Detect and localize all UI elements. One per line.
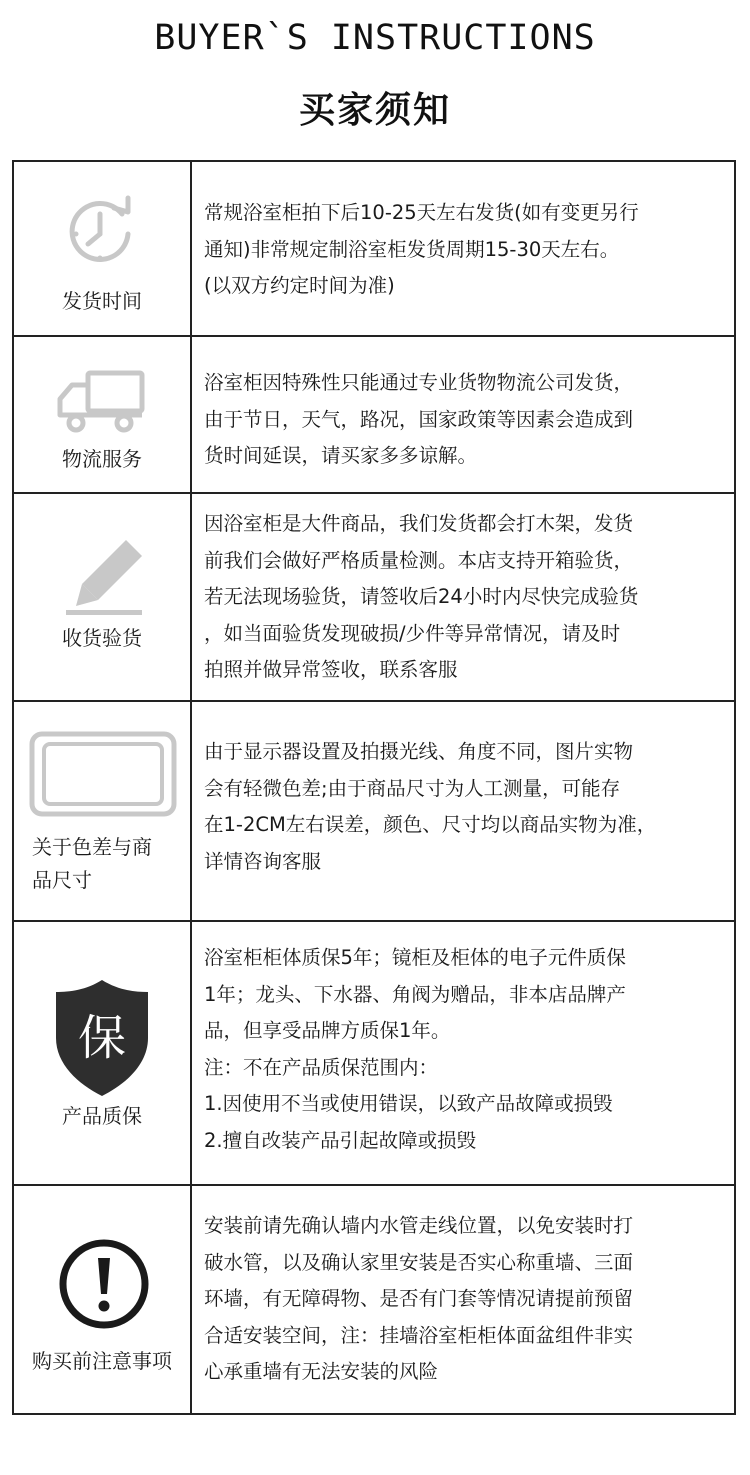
- warranty-shield-text: 保: [77, 1010, 127, 1066]
- row-warranty: [14, 922, 734, 1186]
- row-text: [204, 1208, 728, 1391]
- row-color-size: [14, 702, 734, 922]
- row-logistics: [14, 337, 734, 494]
- row-content-cell: [192, 494, 734, 700]
- row-text: [204, 940, 728, 1159]
- text-line: 2.擅自改装产品引起故障或损毁: [204, 1128, 477, 1152]
- instructions-table: [12, 160, 736, 1415]
- row-text: [204, 365, 728, 475]
- text-line: 前我们会做好严格质量检测。本店支持开箱验货，: [204, 548, 634, 572]
- title-english: BUYER`S INSTRUCTIONS: [154, 18, 596, 58]
- row-label-cell: [14, 922, 192, 1184]
- text-line: 常规浴室柜拍下后10-25天左右发货(如有变更另行: [204, 201, 639, 224]
- row-label-cell: [14, 494, 192, 700]
- row-label-cell: [14, 702, 192, 920]
- text-line: 注：不在产品质保范围内：: [204, 1055, 439, 1079]
- text-line: 浴室柜因特殊性只能通过专业货物物流公司发货，: [204, 371, 634, 394]
- row-content-cell: [192, 922, 734, 1184]
- row-label-line: 品尺寸: [32, 868, 92, 892]
- clock-icon: [58, 190, 144, 270]
- text-line: 拍照并做异常签收，联系客服: [204, 658, 458, 681]
- exclamation-icon: [58, 1238, 150, 1330]
- text-line: 会有轻微色差;由于商品尺寸为人工测量，可能存: [204, 776, 621, 800]
- text-line: 货时间延误，请买家多多谅解。: [204, 444, 478, 467]
- text-line: 由于节日，天气，路况，国家政策等因素会造成到: [204, 407, 634, 431]
- row-content-cell: [192, 1186, 734, 1413]
- row-label-cell: [14, 162, 192, 335]
- row-shipping-time: [14, 162, 734, 337]
- text-line: 在1-2CM左右误差，颜色、尺寸均以商品实物为准，: [204, 813, 657, 836]
- text-line: 由于显示器设置及拍摄光线、角度不同，图片实物: [204, 740, 634, 763]
- monitor-frame-icon: [28, 730, 178, 818]
- text-line: 1年；龙头、下水器、角阀为赠品，非本店品牌产: [204, 982, 626, 1006]
- row-content-cell: [192, 337, 734, 492]
- row-label-cell: [14, 337, 192, 492]
- row-label: 产品质保: [62, 1104, 142, 1128]
- text-line: 合适安装空间，注：挂墙浴室柜柜体面盆组件非实: [204, 1323, 634, 1347]
- row-text: [204, 506, 728, 689]
- text-line: 破水管，以及确认家里安装是否实心称重墙、三面: [204, 1250, 634, 1274]
- text-line: 详情咨询客服: [204, 849, 322, 873]
- text-line: 环墙，有无障碍物、是否有门套等情况请提前预留: [204, 1287, 634, 1310]
- text-line: (以双方约定时间为准): [204, 274, 395, 297]
- row-text: [204, 195, 728, 305]
- row-receiving-inspection: [14, 494, 734, 702]
- text-line: 通知)非常规定制浴室柜发货周期15-30天左右。: [204, 237, 620, 261]
- row-text: [204, 734, 728, 880]
- row-label: 收货验货: [62, 626, 142, 650]
- text-line: 心承重墙有无法安装的风险: [204, 1360, 439, 1383]
- text-line: 品，但享受品牌方质保1年。: [204, 1019, 451, 1042]
- row-label-cell: [14, 1186, 192, 1413]
- text-line: 1.因使用不当或使用错误，以致产品故障或损毁: [204, 1092, 613, 1115]
- row-content-cell: [192, 162, 734, 335]
- row-pre-purchase-notes: [14, 1186, 734, 1413]
- text-line: 因浴室柜是大件商品，我们发货都会打木架，发货: [204, 512, 634, 535]
- row-label: [14, 831, 190, 897]
- pencil-icon: [60, 536, 150, 620]
- row-label-line: 关于色差与商: [32, 835, 152, 859]
- title-chinese: 买家须知: [298, 90, 451, 131]
- text-line: 浴室柜柜体质保5年；镜柜及柜体的电子元件质保: [204, 946, 626, 969]
- text-line: 安装前请先确认墙内水管走线位置，以免安装时打: [204, 1214, 634, 1237]
- row-label: 发货时间: [62, 289, 142, 313]
- row-label: 物流服务: [62, 447, 142, 471]
- text-line: 若无法现场验货，请签收后24小时内尽快完成验货: [204, 585, 639, 608]
- warranty-shield-icon: [52, 978, 152, 1098]
- text-line: ，如当面验货发现破损/少件等异常情况，请及时: [204, 621, 621, 645]
- row-content-cell: [192, 702, 734, 920]
- truck-icon: [52, 367, 152, 437]
- row-label: 购买前注意事项: [32, 1349, 172, 1373]
